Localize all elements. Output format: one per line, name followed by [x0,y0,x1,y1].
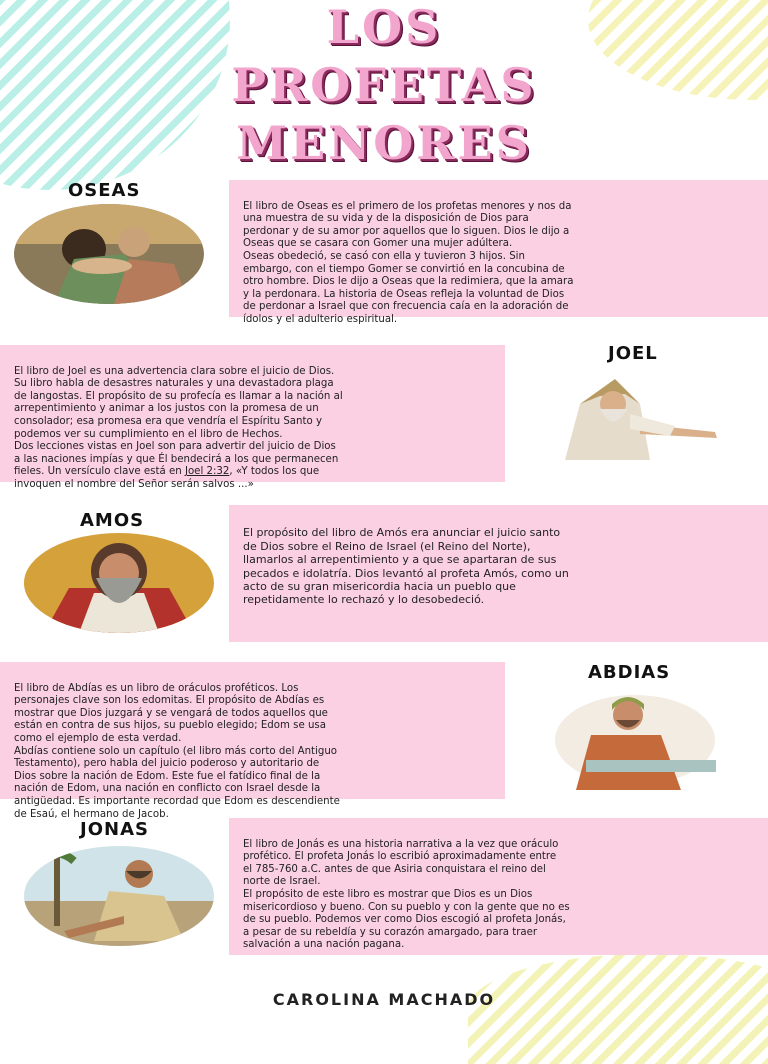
text-box-jonas [229,818,768,955]
prophet-name-joel: JOEL [608,343,658,364]
description-amos: El propósito del libro de Amós era anunciar el juicio santo de Dios sobre el Reino de Israel (el Reino del Norte), llamarlos al arrepentimiento y a que se apartaran de sus pecados e idolatría. Dios levantó al profeta Amós, como un acto de su gran misericordia hacia un pueblo que repetidamente lo rechazó y lo desobedeció. [243,526,569,607]
title-line-2: PROFETAS [231,58,537,112]
text-box-amos [229,505,768,642]
prophet-image-joel [545,374,725,460]
prophet-image-oseas [14,204,204,304]
prophet-image-amos [24,533,214,633]
verse-link-joel[interactable]: Joel 2:32 [184,466,230,478]
description-joel-part-2: , «Y todos los que invoquen el nombre del Señor serán salvos ...» [14,466,320,490]
title-line-3: MENORES [236,116,532,170]
description-joel [14,366,491,492]
text-box-abdias [0,662,505,820]
prophet-name-oseas: OSEAS [68,180,141,201]
title-line-1: LOS [326,0,442,54]
text-box-joel [0,345,505,490]
text-box-oseas [229,180,768,325]
prophet-image-jonas [24,846,214,946]
prophet-name-amos: AMOS [80,510,145,531]
description-abdias: El libro de Abdías es un libro de oráculos proféticos. Los personajes clave son los edomitas. El propósito de Abdías es mostrar que Dios juzgará y se vengará de todos aquellos que están en contra de sus hijos, su pueblo elegido; Edom se usa como el ejemplo de esta verdad. Abdías contiene solo un capítulo (el libro más corto del Antiguo Testamento), pero habla del juicio poderoso y autoritario de Dios sobre la nación de Edom. Este fue el fatídico final de la nación de Edom, una nación en conflicto con Israel desde la antigüedad. Es importante recordad que Edom es descendiente de Esaú, el hermano de Jacob. [14,682,340,820]
decorative-stripes-bottom-right [468,954,768,1064]
description-jonas: El libro de Jonás es una historia narrativa a la vez que oráculo profético. El profeta Jonás lo escribió aproximadamente entre el 785-760 a.C. antes de que Asiria conquistara el reino del norte de Israel. El propósito de este libro es mostrar que Dios es un Dios misericordioso y bueno. Con su pueblo y con la gente que no es de su pueblo. Podemos ver como Dios escogió al profeta Jonás, a pesar de su rebeldía y su corazón amargado, para traer salvación a una nación pagana. [243,838,570,951]
prophet-name-jonas: JONAS [80,819,149,840]
prophet-image-abdias [546,690,724,790]
prophet-name-abdias: ABDIAS [588,662,671,683]
description-joel-part-1: El libro de Joel es una advertencia clara sobre el juicio de Dios. Su libro habla de desastres naturales y una devastadora plaga de langostas. El propósito de su profecía es llamar a la nación al arrepentimiento y animar a los justos con la promesa de un consolador; esa promesa era que vendría el Espíritu Santo y podemos ver su cumplimiento en el libro de Hechos. Dos lecciones vistas en Joel son para advertir del juicio de Dios a las naciones impías y que Él bendecirá a los que permanecen fieles. Un versículo clave está en [14,365,343,478]
author-name: CAROLINA MACHADO [272,990,496,1009]
description-oseas: El libro de Oseas es el primero de los profetas menores y nos da una muestra de su vida y de la disposición de Dios para perdonar y de su amor por aquellos que lo siguen. Dios le dijo a Oseas que se casara con Gomer una mujer adúltera. Oseas obedeció, se casó con ella y tuvieron 3 hijos. Sin embargo, con el tiempo Gomer se convirtió en la concubina de otro hombre. Dios le dijo a Oseas que la redimiera, que la amara y la perdonara. La historia de Oseas refleja la voluntad de Dios de perdonar a Israel que con frecuencia caía en la adoración de ídolos y el adulterio espiritual. [243,200,574,325]
